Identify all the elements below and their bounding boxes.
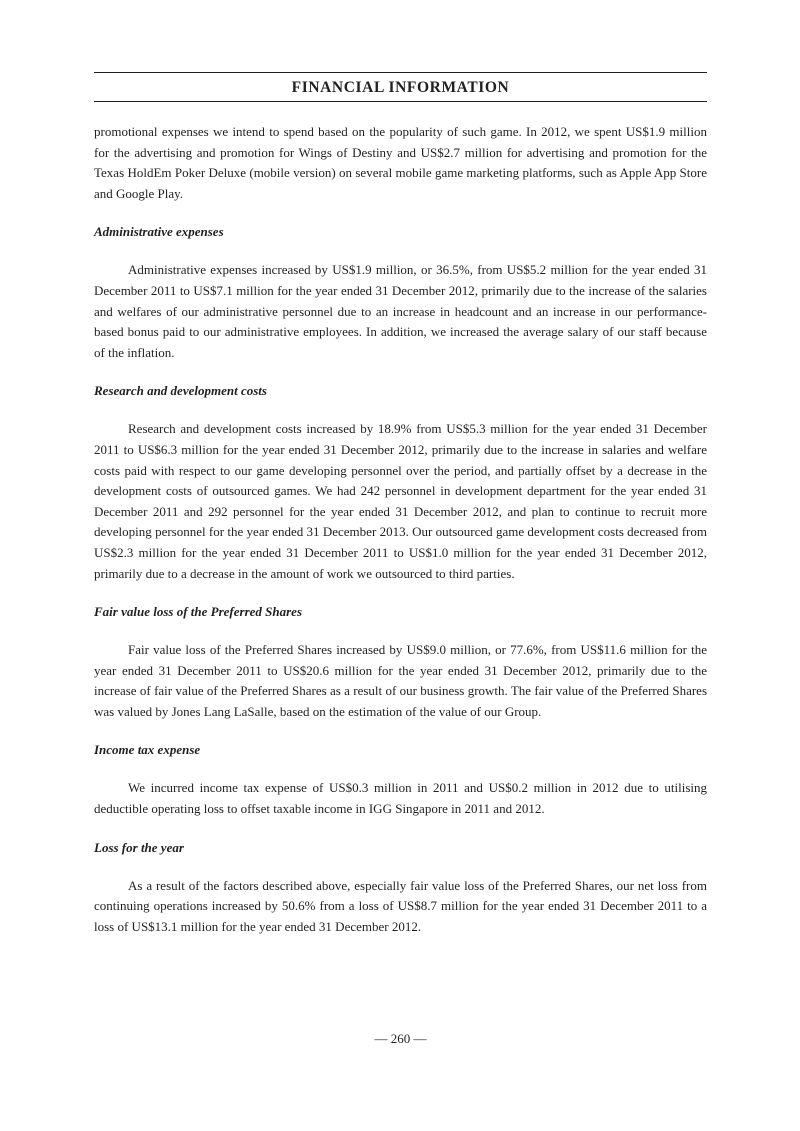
header-bottom-rule	[94, 101, 707, 102]
section-heading-loss-for-the-year: Loss for the year	[94, 839, 184, 855]
paragraph-income-tax-expense: We incurred income tax expense of US$0.3 million in 2011 and US$0.2 million in 2012 due to utilising deductible operating loss to offset taxable income in IGG Singapore in 2011 and 2012.	[94, 780, 707, 817]
header-top-rule	[94, 72, 707, 73]
document-page	[94, 0, 707, 1131]
paragraph-administrative-expenses: Administrative expenses increased by US$1.9 million, or 36.5%, from US$5.2 million for the year ended 31 December 2011 to US$7.1 million for the year ended 31 December 2012, primarily due to the increase of the salaries and welfares of our administrative personnel due to an increase in headcount and an increase in our performance-based bonus paid to our administrative employees. In addition, we increased the average salary of our staff because of the inflation.	[94, 262, 707, 360]
paragraph-fair-value-loss: Fair value loss of the Preferred Shares increased by US$9.0 million, or 77.6%, from US$11.6 million for the year ended 31 December 2011 to US$20.6 million for the year ended 31 December 2012, primarily due to the increase of fair value of the Preferred Shares as a result of our business growth. The fair value of the Preferred Shares was valued by Jones Lang LaSalle, based on the estimation of the value of our Group.	[94, 642, 707, 719]
intro-paragraph: promotional expenses we intend to spend based on the popularity of such game. In 2012, we spent US$1.9 million for the advertising and promotion for Wings of Destiny and US$2.7 million for advertising and promotion for the Texas HoldEm Poker Deluxe (mobile version) on several mobile game marketing platforms, such as Apple App Store and Google Play.	[94, 124, 707, 201]
page-number: — 260 —	[374, 1031, 427, 1046]
section-heading-research-development: Research and development costs	[94, 383, 267, 399]
paragraph-loss-for-the-year: As a result of the factors described above, especially fair value loss of the Preferred Shares, our net loss from continuing operations increased by 50.6% from a loss of US$8.7 million for the year ended 31 December 2011 to a loss of US$13.1 million for the year ended 31 December 2012.	[94, 877, 707, 934]
paragraph-research-development: Research and development costs increased by 18.9% from US$5.3 million for the year ended 31 December 2011 to US$6.3 million for the year ended 31 December 2012, primarily due to the increase in salaries and welfare costs paid with respect to our game developing personnel over the period, and partially offset by a decrease in the development costs of outsourced games. We had 242 personnel in development department for the year ended 31 December 2011 and 292 personnel for the year ended 31 December 2012, and plan to continue to recruit more developing personnel for the year ended 31 December 2013. Our outsourced game development costs decreased from US$2.3 million for the year ended 31 December 2011 to US$1.0 million for the year ended 31 December 2012, primarily due to a decrease in the amount of work we outsourced to third parties.	[94, 421, 707, 581]
section-heading-administrative-expenses: Administrative expenses	[94, 224, 224, 240]
section-heading-income-tax-expense: Income tax expense	[94, 742, 201, 758]
page-header-title: FINANCIAL INFORMATION	[291, 79, 510, 96]
section-heading-fair-value-loss: Fair value loss of the Preferred Shares	[94, 604, 302, 620]
page-content	[94, 122, 707, 937]
